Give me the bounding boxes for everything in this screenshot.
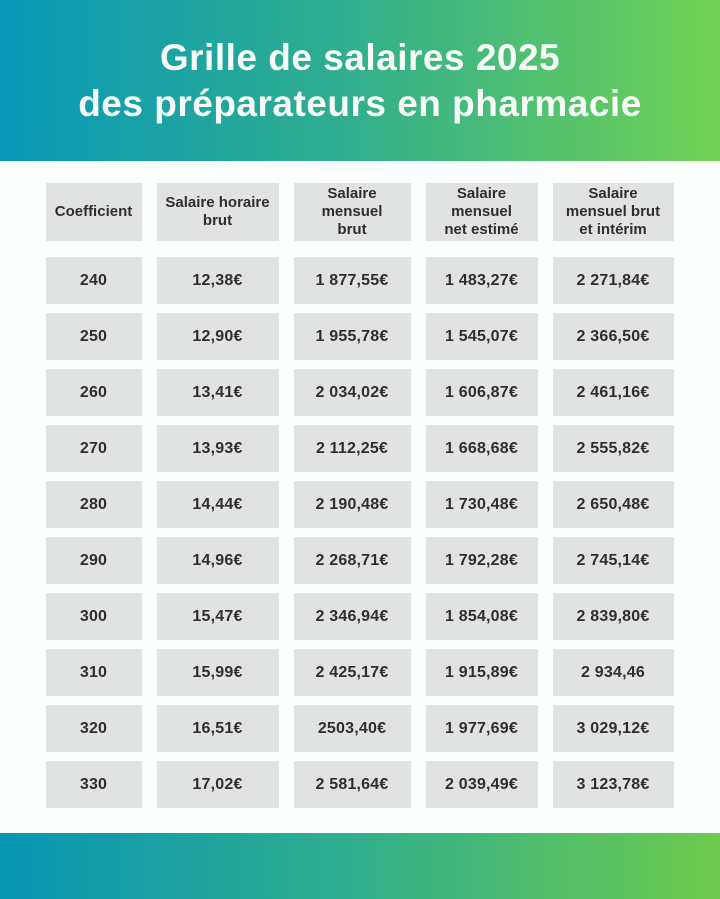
table-cell: 1 977,69€: [426, 705, 538, 752]
table-row: [46, 313, 675, 360]
table-cell: 12,90€: [157, 313, 279, 360]
table-cell: 1 877,55€: [294, 257, 411, 304]
table-cell: 2 461,16€: [553, 369, 674, 416]
footer-gradient-bar: [0, 833, 720, 899]
page-title-line1: Grille de salaires 2025: [159, 36, 561, 78]
column-header: Coefficient: [46, 183, 142, 241]
table-cell: 2 934,46: [553, 649, 674, 696]
table-cell: 320: [46, 705, 142, 752]
table-body: [46, 257, 675, 808]
table-row: [46, 481, 675, 528]
salary-table: [46, 183, 675, 808]
table-cell: 2 581,64€: [294, 761, 411, 808]
table-row: [46, 369, 675, 416]
column-header: Salaire mensuel brut et intérim: [553, 183, 674, 241]
table-cell: 2 112,25€: [294, 425, 411, 472]
column-header: Salaire mensuel brut: [294, 183, 411, 241]
table-cell: 310: [46, 649, 142, 696]
column-header: Salaire mensuel net estimé: [426, 183, 538, 241]
table-cell: 13,41€: [157, 369, 279, 416]
table-cell: 2503,40€: [294, 705, 411, 752]
table-cell: 2 366,50€: [553, 313, 674, 360]
table-cell: 1 955,78€: [294, 313, 411, 360]
table-cell: 1 854,08€: [426, 593, 538, 640]
table-cell: 2 271,84€: [553, 257, 674, 304]
column-header: Salaire horaire brut: [157, 183, 279, 241]
table-row: [46, 257, 675, 304]
table-row: [46, 425, 675, 472]
table-row: [46, 537, 675, 584]
table-cell: 330: [46, 761, 142, 808]
table-cell: 240: [46, 257, 142, 304]
table-cell: 1 483,27€: [426, 257, 538, 304]
table-cell: 1 792,28€: [426, 537, 538, 584]
table-cell: 16,51€: [157, 705, 279, 752]
table-cell: 290: [46, 537, 142, 584]
table-cell: 14,44€: [157, 481, 279, 528]
table-cell: 2 039,49€: [426, 761, 538, 808]
table-cell: 17,02€: [157, 761, 279, 808]
table-cell: 250: [46, 313, 142, 360]
page-title-line2: des préparateurs en pharmacie: [78, 82, 642, 124]
table-cell: 1 915,89€: [426, 649, 538, 696]
table-cell: 13,93€: [157, 425, 279, 472]
table-cell: 2 425,17€: [294, 649, 411, 696]
table-cell: 280: [46, 481, 142, 528]
table-header-row: [46, 183, 675, 241]
table-cell: 1 730,48€: [426, 481, 538, 528]
table-row: [46, 705, 675, 752]
table-cell: 270: [46, 425, 142, 472]
table-row: [46, 649, 675, 696]
table-cell: 12,38€: [157, 257, 279, 304]
table-cell: 2 745,14€: [553, 537, 674, 584]
table-cell: 3 029,12€: [553, 705, 674, 752]
table-cell: 1 606,87€: [426, 369, 538, 416]
table-cell: 2 346,94€: [294, 593, 411, 640]
table-cell: 2 555,82€: [553, 425, 674, 472]
table-cell: 2 839,80€: [553, 593, 674, 640]
table-cell: 2 034,02€: [294, 369, 411, 416]
table-row: [46, 593, 675, 640]
table-cell: 3 123,78€: [553, 761, 674, 808]
table-cell: 14,96€: [157, 537, 279, 584]
table-cell: 2 190,48€: [294, 481, 411, 528]
table-cell: 260: [46, 369, 142, 416]
table-cell: 300: [46, 593, 142, 640]
table-row: [46, 761, 675, 808]
table-cell: 2 650,48€: [553, 481, 674, 528]
table-cell: 15,99€: [157, 649, 279, 696]
table-cell: 1 668,68€: [426, 425, 538, 472]
table-cell: 1 545,07€: [426, 313, 538, 360]
table-cell: 15,47€: [157, 593, 279, 640]
table-cell: 2 268,71€: [294, 537, 411, 584]
header-banner: [0, 0, 720, 161]
